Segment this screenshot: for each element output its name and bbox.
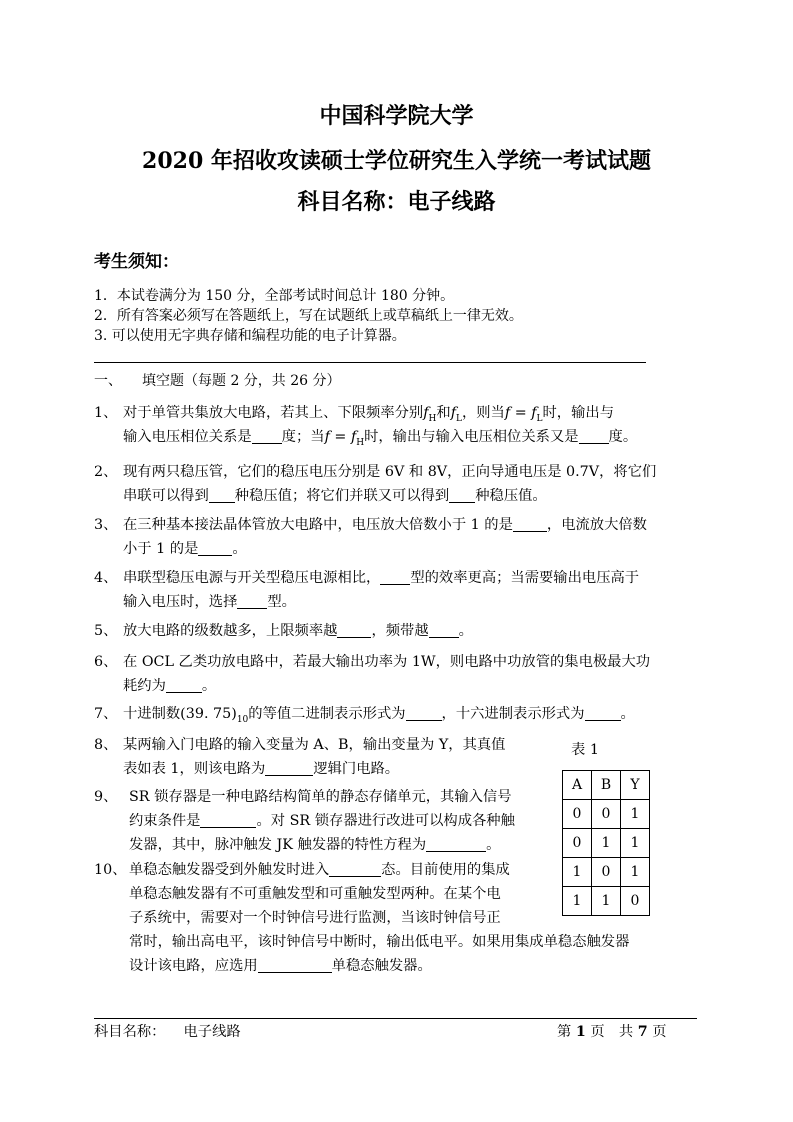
question-text: 发器，其中，脉冲触发 JK 触发器的特性方程为 — [129, 837, 427, 853]
question-text: 。对 SR 锁存器进行改进可以构成各种触 — [256, 813, 515, 829]
footer-subject-value: 电子线路 — [183, 1024, 241, 1040]
answer-blank[interactable] — [198, 539, 232, 556]
question-text: 约束条件是 — [129, 813, 201, 829]
question-text: 型的效率更高；当需要输出电压高于 — [410, 570, 640, 586]
column-header: Y — [621, 771, 650, 800]
exam-title: 2020 年招收攻读硕士学位研究生入学统一考试试题 — [142, 148, 651, 174]
table-cell: 0 — [563, 800, 592, 829]
answer-blank[interactable] — [209, 486, 235, 503]
divider — [94, 362, 646, 363]
question-text: 。 — [458, 623, 473, 639]
question-number: 9、 — [94, 789, 118, 805]
table-cell: 1 — [563, 858, 592, 887]
question-text: 单稳态触发器受到外触发时进入 — [129, 862, 330, 878]
answer-blank[interactable] — [426, 835, 486, 852]
answer-blank[interactable] — [166, 676, 202, 693]
page-mid: 页 共 — [590, 1024, 634, 1040]
table-caption: 表 1 — [571, 742, 599, 758]
section-heading — [94, 371, 341, 391]
question-text: 态。目前使用的集成 — [381, 862, 510, 878]
symbol: f — [450, 405, 456, 421]
symbol: f — [324, 429, 330, 445]
table-cell: 1 — [592, 887, 621, 916]
answer-blank[interactable] — [329, 860, 381, 877]
table-row — [563, 887, 650, 916]
table-cell: 0 — [592, 858, 621, 887]
question-text: 串联型稳压电源与开关型稳压电源相比， — [123, 570, 381, 586]
question-text: 。 — [620, 706, 635, 722]
table-cell: 0 — [621, 887, 650, 916]
notice-heading: 考生须知： — [94, 252, 179, 272]
question-text: 。 — [232, 541, 247, 557]
question-text: 小于 1 的是 — [123, 541, 199, 557]
question-text: 时，输出与 — [542, 405, 614, 421]
question-text: 某两输入门电路的输入变量为 A、B，输出变量为 Y，其真值 — [123, 737, 506, 753]
truth-table — [562, 770, 650, 916]
question-text: 度。 — [608, 429, 638, 445]
question-text: 逻辑门电路。 — [313, 761, 400, 777]
current-page: 1 — [575, 1024, 586, 1040]
question-text: 型。 — [267, 594, 296, 610]
question-text: 。 — [486, 837, 501, 853]
answer-blank[interactable] — [200, 811, 256, 828]
table-row — [563, 800, 650, 829]
question-text: 对于单管共集放大电路，若其上、下限频率分别 — [123, 405, 424, 421]
question-text: ，十六进制表示形式为 — [441, 706, 585, 722]
question-number: 1、 — [94, 405, 118, 421]
notice-item: 1．本试卷满分为 150 分，全部考试时间总计 180 分钟。 — [94, 288, 455, 304]
subscript: 10 — [236, 715, 249, 725]
page-number — [557, 1022, 667, 1042]
question-text: 放大电路的级数越多，上限频率越 — [123, 623, 338, 639]
notice-item: 2．所有答案必须写在答题纸上，写在试题纸上或草稿纸上一律无效。 — [94, 308, 523, 324]
question-text: ，频带越 — [371, 623, 429, 639]
answer-blank[interactable] — [237, 592, 267, 609]
question-text: ，则当 — [461, 405, 505, 421]
question-text: 的等值二进制表示形式为 — [248, 706, 406, 722]
table-cell: 1 — [621, 829, 650, 858]
question-text: 串联可以得到 — [123, 488, 209, 504]
question-number: 6、 — [94, 654, 118, 670]
total-pages: 7 — [637, 1024, 648, 1040]
question-text: 现有两只稳压管，它们的稳压电压分别是 6V 和 8V，正向导通电压是 0.7V，将它们 — [123, 464, 657, 480]
question-text: 常时，输出高电平，该时钟信号中断时，输出低电平。如果用集成单稳态触发器 — [129, 934, 630, 950]
page-suffix: 页 — [652, 1024, 667, 1040]
question-text: = — [510, 405, 532, 421]
section-title: 填空题（每题 2 分，共 26 分） — [142, 373, 341, 389]
subscript: H — [428, 414, 437, 424]
notice-item: 3. 可以使用无字典存储和编程功能的电子计算器。 — [94, 328, 406, 344]
answer-blank[interactable] — [337, 621, 371, 638]
footer-subject-label: 科目名称： — [94, 1024, 166, 1040]
question-number: 7、 — [94, 706, 118, 722]
university-title: 中国科学院大学 — [319, 103, 474, 129]
question-number: 2、 — [94, 464, 118, 480]
table-cell: 1 — [621, 858, 650, 887]
answer-blank[interactable] — [449, 486, 475, 503]
table-header-row — [563, 771, 650, 800]
question-text: 设计该电路，应选用 — [129, 958, 258, 974]
section-number: 一、 — [94, 373, 122, 389]
question-text: 十进制数(39. 75) — [123, 706, 237, 722]
question-text: 和 — [436, 405, 451, 421]
question-text: 单稳态触发器有不可重触发型和可重触发型两种。在某个电 — [129, 886, 501, 902]
subscript: L — [455, 414, 462, 424]
answer-blank[interactable] — [380, 568, 410, 585]
subscript: L — [536, 414, 543, 424]
answer-blank[interactable] — [429, 621, 459, 638]
question-text: 耗约为 — [123, 678, 166, 694]
symbol: f — [504, 405, 511, 421]
question-text: 输入电压时，选择 — [123, 594, 238, 610]
question-text: 在 OCL 乙类功放电路中，若最大输出功率为 1W，则电路中功放管的集电极最大功 — [123, 654, 651, 670]
answer-blank[interactable] — [585, 704, 621, 721]
answer-blank[interactable] — [406, 704, 442, 721]
question-text: 表如表 1，则该电路为 — [123, 761, 266, 777]
page-prefix: 第 — [557, 1024, 572, 1040]
symbol: f — [423, 405, 429, 421]
question-number: 3、 — [94, 517, 118, 533]
question-text: = — [329, 429, 351, 445]
subject-title: 科目名称：电子线路 — [297, 189, 496, 215]
question-text: 种稳压值；将它们并联又可以得到 — [234, 488, 450, 504]
answer-blank[interactable] — [265, 759, 313, 776]
question-text: 单稳态触发器。 — [331, 958, 432, 974]
question-text: 种稳压值。 — [475, 488, 547, 504]
question-text: 时，输出与输入电压相位关系又是 — [364, 429, 579, 445]
table-cell: 1 — [563, 887, 592, 916]
symbol: f — [531, 405, 537, 421]
question-text: 。 — [201, 678, 217, 694]
question-text: 子系统中，需要对一个时钟信号进行监测，当该时钟信号正 — [129, 910, 501, 926]
subscript: H — [356, 438, 365, 448]
question-text: 在三种基本接法晶体管放大电路中，电压放大倍数小于 1 的是 — [123, 517, 513, 533]
question-number: 5、 — [94, 623, 118, 639]
answer-blank[interactable] — [579, 427, 609, 444]
symbol: f — [350, 429, 357, 445]
table-cell: 0 — [592, 800, 621, 829]
question-number: 4、 — [94, 570, 118, 586]
question-number: 8、 — [94, 737, 118, 753]
footer-divider — [94, 1018, 697, 1019]
answer-blank[interactable] — [513, 515, 547, 532]
table-row — [563, 829, 650, 858]
table-cell: 0 — [563, 829, 592, 858]
question-text: SR 锁存器是一种电路结构简单的静态存储单元，其输入信号 — [129, 789, 512, 805]
table-cell: 1 — [592, 829, 621, 858]
answer-blank[interactable] — [258, 956, 332, 973]
answer-blank[interactable] — [252, 427, 282, 444]
table-cell: 1 — [621, 800, 650, 829]
question-text: ，电流放大倍数 — [546, 517, 647, 533]
question-number: 10、 — [94, 862, 127, 878]
question-text: 度；当 — [281, 429, 325, 445]
column-header: B — [592, 771, 621, 800]
column-header: A — [563, 771, 592, 800]
question-text: 输入电压相位关系是 — [123, 429, 252, 445]
footer-subject — [94, 1022, 241, 1042]
table-row — [563, 858, 650, 887]
